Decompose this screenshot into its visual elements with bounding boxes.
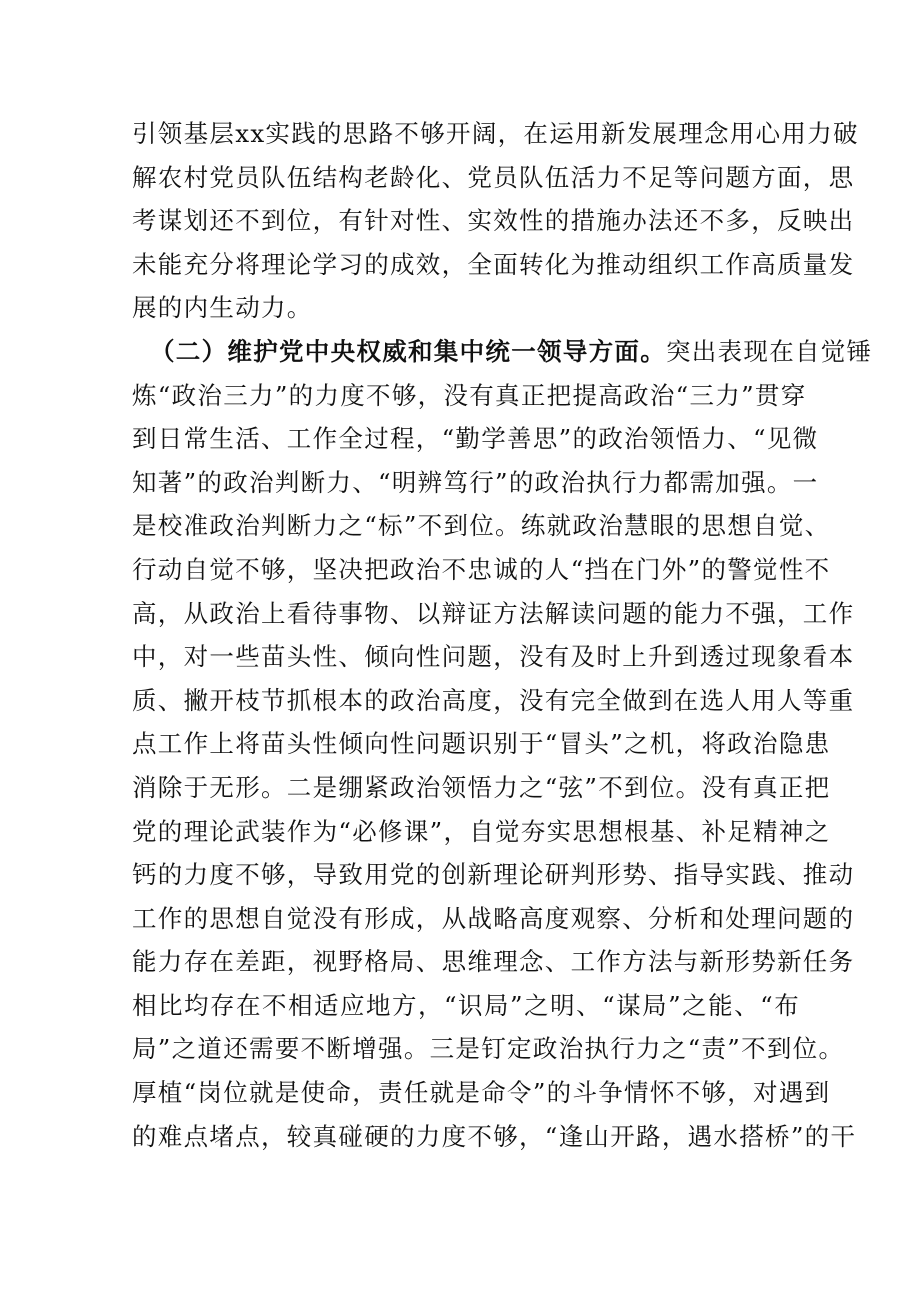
text-line: 高，从政治上看待事物、以辩证方法解读问题的能力不强，工作 (132, 598, 855, 628)
text-line: 工作的思想自觉没有形成，从战略高度观察、分析和处理问题的 (132, 903, 855, 933)
paragraph-1 (132, 112, 859, 330)
text-line: 是校准政治判断力之“标”不到位。练就政治慧眼的思想自觉、 (132, 511, 831, 541)
text-line: 展的内生动力。 (132, 293, 313, 323)
text-line: 的难点堵点，较真碰硬的力度不够，“逢山开路，遇水搭桥”的干 (132, 1121, 857, 1151)
text-line: 引领基层xx实践的思路不够开阔，在运用新发展理念用心用力破 (132, 119, 859, 148)
text-line: 行动自觉不够，坚决把政治不忠诚的人“挡在门外”的警觉性不 (132, 554, 831, 584)
text-line: 知著”的政治判断力、“明辨笃行”的政治执行力都需加强。一 (132, 467, 819, 497)
text-line: 能力存在差距，视野格局、思维理念、工作方法与新形势新任务 (132, 947, 855, 977)
text-line: 质、撇开枝节抓根本的政治高度，没有完全做到在选人用人等重 (132, 685, 855, 715)
text-line: 到日常生活、工作全过程，“勤学善思”的政治领悟力、“见微 (132, 424, 819, 454)
text-line: 未能充分将理论学习的成效，全面转化为推动组织工作高质量发 (132, 249, 855, 279)
text-line: 钙的力度不够，导致用党的创新理论研判形势、指导实践、推动 (132, 860, 855, 890)
heading-line-rest: 突出表现在自觉锤 (666, 336, 873, 366)
text-line: 党的理论武装作为“必修课”，自觉夯实思想根基、补足精神之 (132, 816, 831, 846)
text-line: 消除于无形。二是绷紧政治领悟力之“弦”不到位。没有真正把 (132, 772, 831, 802)
paragraph-2 (132, 330, 873, 1158)
text-line: 中，对一些苗头性、倾向性问题，没有及时上升到透过现象看本 (132, 642, 855, 672)
text-line: 厚植“岗位就是使命，责任就是命令”的斗争情怀不够，对遇到 (132, 1078, 831, 1108)
text-line: 炼“政治三力”的力度不够，没有真正把提高政治“三力”贯穿 (132, 380, 807, 410)
text-line: 局”之道还需要不断增强。三是钉定政治执行力之“责”不到位。 (132, 1034, 845, 1064)
text-line: 考谋划还不到位，有针对性、实效性的措施办法还不多，反映出 (132, 206, 855, 236)
section-heading: （二）维护党中央权威和集中统一领导方面。 (150, 336, 666, 366)
text-line: 解农村党员队伍结构老龄化、党员队伍活力不足等问题方面，思 (132, 162, 855, 192)
paragraph-heading-line (132, 330, 873, 374)
text-line: 点工作上将苗头性倾向性问题识别于“冒头”之机，将政治隐患 (132, 729, 831, 759)
document-body (132, 112, 873, 1158)
text-line: 相比均存在不相适应地方，“识局”之明、“谋局”之能、“布 (132, 990, 800, 1020)
